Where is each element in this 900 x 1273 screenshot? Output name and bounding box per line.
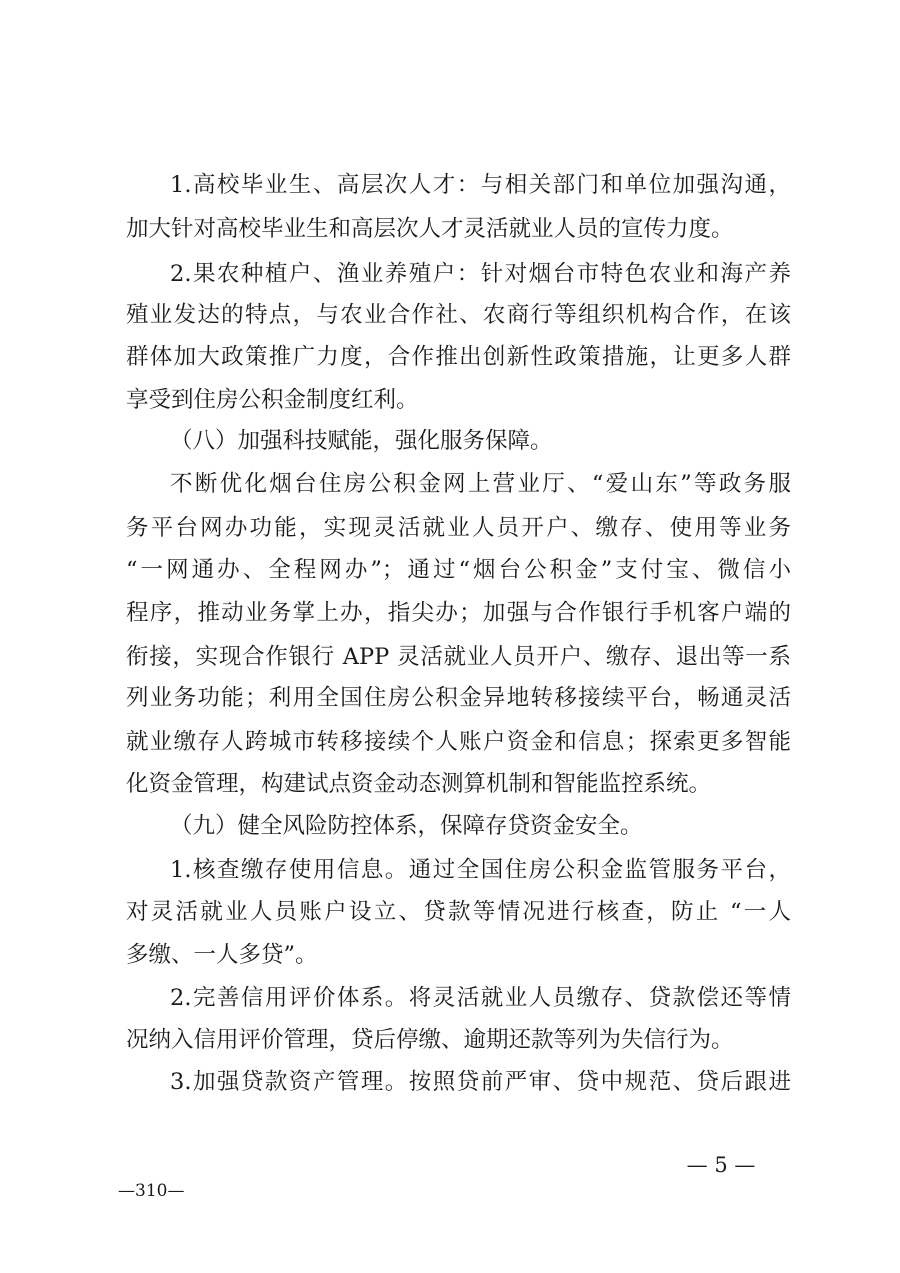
text-line-5: 群体加大政策推广力度，合作推出创新性政策措施，让更多人群	[126, 344, 791, 370]
section-heading-8: （八）加强科技赋能，强化服务保障。	[170, 428, 553, 454]
text-line-18: 对灵活就业人员账户设立、贷款等情况进行核查，防止 “一人	[126, 899, 791, 925]
page-number: — 5 —	[686, 1153, 756, 1177]
text-line-14: 就业缴存人跨城市转移接续个人账户资金和信息；探索更多智能	[126, 729, 791, 755]
text-line-4: 殖业发达的特点，与农业合作社、农商行等组织机构合作，在该	[126, 302, 791, 328]
text-line-22: 3.加强贷款资产管理。按照贷前严审、贷中规范、贷后跟进	[170, 1069, 791, 1095]
text-line-9: 务平台网办功能，实现灵活就业人员开户、缴存、使用等业务	[126, 515, 791, 541]
text-line-17: 1.核查缴存使用信息。通过全国住房公积金监管服务平台，	[170, 857, 791, 883]
text-line-2: 加大针对高校毕业生和高层次人才灵活就业人员的宣传力度。	[126, 216, 734, 242]
text-line-10: “一网通办、全程网办”；通过“烟台公积金”支付宝、微信小	[126, 557, 791, 583]
text-line-20: 2.完善信用评价体系。将灵活就业人员缴存、贷款偿还等情	[170, 985, 791, 1011]
text-line-1: 1.高校毕业生、高层次人才：与相关部门和单位加强沟通，	[170, 172, 791, 198]
text-line-12: 衔接，实现合作银行 APP 灵活就业人员开户、缴存、退出等一系	[126, 644, 791, 670]
text-line-13: 列业务功能；利用全国住房公积金异地转移接续平台，畅通灵活	[126, 685, 791, 711]
text-line-21: 况纳入信用评价管理，贷后停缴、逾期还款等列为失信行为。	[126, 1027, 734, 1053]
text-line-11: 程序，推动业务掌上办，指尖办；加强与合作银行手机客户端的	[126, 600, 791, 626]
text-line-6: 享受到住房公积金制度红利。	[126, 387, 419, 413]
text-line-19: 多缴、一人多贷”。	[126, 942, 318, 968]
text-line-8: 不断优化烟台住房公积金网上营业厅、“爱山东”等政务服	[170, 471, 791, 497]
text-line-3: 2.果农种植户、渔业养殖户：针对烟台市特色农业和海产养	[170, 261, 791, 287]
document-page-number: —310—	[118, 1181, 185, 1201]
section-heading-9: （九）健全风险防控体系，保障存贷资金安全。	[170, 813, 643, 839]
text-line-15: 化资金管理，构建试点资金动态测算机制和智能监控系统。	[126, 771, 712, 797]
